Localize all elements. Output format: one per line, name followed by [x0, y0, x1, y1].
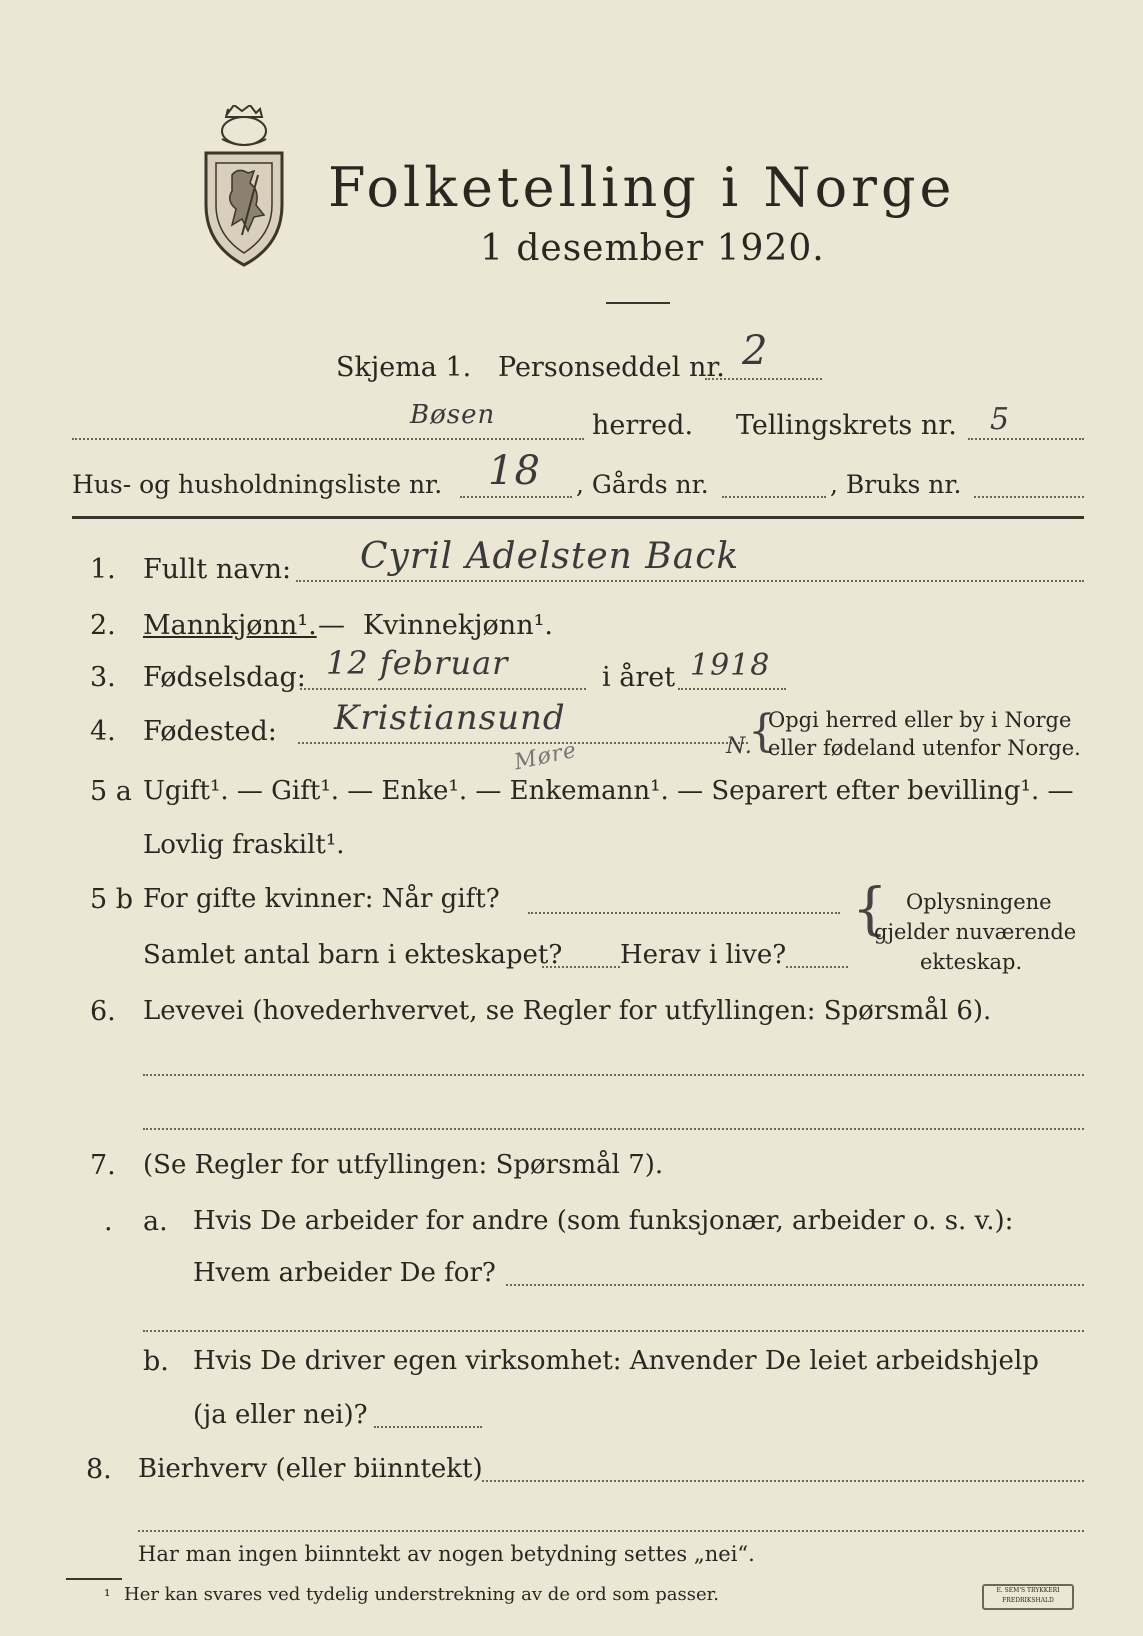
q7-number: 7.: [90, 1150, 116, 1181]
q8-field[interactable]: [482, 1480, 1084, 1482]
q7b-label: Hvis De driver egen virksomhet: Anvender De leiet arbeidshjelp: [193, 1346, 1039, 1376]
q6-label: Levevei (hovederhvervet, se Regler for utfyllingen: Spørsmål 6).: [143, 996, 992, 1026]
q7b-yesno-label: (ja eller nei)?: [193, 1400, 368, 1430]
q7a-letter: a.: [143, 1206, 168, 1237]
q5b-note-line2: gjelder nuværende: [874, 920, 1077, 944]
footnote-text: Her kan svares ved tydelig understrekning av de ord som passer.: [124, 1584, 719, 1605]
herred-value: Bøsen: [410, 400, 496, 430]
q5b-married-field[interactable]: [528, 912, 840, 914]
q2-female-option[interactable]: Kvinnekjønn¹.: [363, 610, 553, 641]
q8-number: 8.: [86, 1454, 112, 1485]
q5a-options-line2[interactable]: Lovlig fraskilt¹.: [143, 830, 345, 860]
tellingskrets-label: Tellingskrets nr.: [736, 410, 957, 441]
q3-field[interactable]: [300, 688, 586, 690]
q8-note: Har man ingen biinntekt av nogen betydning settes „nei“.: [138, 1542, 755, 1566]
q3-year-value: 1918: [690, 648, 771, 683]
q4-value-extra: Møre: [512, 737, 580, 776]
hus-field[interactable]: [460, 496, 572, 498]
q5a-options[interactable]: Ugift¹. — Gift¹. — Enke¹. — Enkemann¹. — Separert efter bevilling¹. —: [143, 776, 1074, 806]
q5b-alive-field[interactable]: [786, 966, 848, 968]
q5b-children-label: Samlet antal barn i ekteskapet?: [143, 940, 563, 970]
herred-label: herred.: [592, 410, 694, 441]
q5b-alive-label: Herav i live?: [620, 940, 787, 970]
personseddel-value: 2: [742, 328, 769, 374]
gards-field[interactable]: [722, 496, 826, 498]
header-rule: [72, 516, 1084, 519]
q5b-label: For gifte kvinner: Når gift?: [143, 884, 500, 914]
tellingskrets-value: 5: [990, 402, 1011, 437]
q3-number: 3.: [90, 662, 116, 693]
personseddel-field[interactable]: [705, 378, 822, 380]
q7a-employer-field[interactable]: [506, 1284, 1084, 1286]
hus-label: Hus- og husholdningsliste nr.: [72, 470, 443, 499]
coat-of-arms-icon: [198, 105, 290, 270]
footer-rule: [66, 1578, 122, 1580]
q3-year-label: i året: [602, 662, 676, 693]
q5a-number: 5 a: [90, 776, 132, 807]
q7a-employer-label: Hvem arbeider De for?: [193, 1258, 496, 1288]
q6-field-line1[interactable]: [143, 1074, 1084, 1076]
q7b-yesno-field[interactable]: [374, 1426, 482, 1428]
q4-field[interactable]: [298, 742, 748, 744]
q5b-note-line3: ekteskap.: [920, 950, 1023, 974]
q8-label: Bierhverv (eller biinntekt): [138, 1454, 483, 1484]
q7a-label: Hvis De arbeider for andre (som funksjonær, arbeider o. s. v.):: [193, 1206, 1014, 1236]
q6-number: 6.: [90, 996, 116, 1027]
q7-label: (Se Regler for utfyllingen: Spørsmål 7).: [143, 1150, 664, 1180]
q1-label: Fullt navn:: [143, 554, 292, 585]
q4-number: 4.: [90, 716, 116, 747]
q3-value: 12 februar: [326, 644, 509, 682]
footnote-mark: ¹: [104, 1586, 111, 1605]
q2-male-option[interactable]: Mannkjønn¹.: [143, 610, 317, 641]
q4-brace: {: [748, 706, 776, 757]
form-date: 1 desember 1920.: [480, 228, 825, 269]
q4-label: Fødested:: [143, 716, 277, 747]
skjema-label: Skjema 1.: [336, 352, 472, 383]
form-title: Folketelling i Norge: [328, 156, 956, 219]
q2-number: 2.: [90, 610, 116, 641]
herred-field[interactable]: [72, 438, 584, 440]
q3-label: Fødselsdag:: [143, 662, 306, 693]
q7a-employer-field-line2[interactable]: [143, 1330, 1084, 1332]
personseddel-label: Personseddel nr.: [498, 352, 725, 383]
q4-value-abbr: N.: [726, 734, 753, 759]
bruks-field[interactable]: [974, 496, 1084, 498]
gards-label: , Gårds nr.: [576, 470, 709, 499]
hus-value: 18: [488, 448, 541, 494]
q1-number: 1.: [90, 554, 116, 585]
q4-note-line1: Opgi herred eller by i Norge: [768, 708, 1072, 732]
q5b-brace: {: [852, 877, 888, 942]
printer-stamp: [982, 1584, 1074, 1610]
q8-field-line2[interactable]: [138, 1530, 1084, 1532]
q5b-number: 5 b: [90, 884, 134, 915]
q7a-bullet: .: [104, 1206, 113, 1237]
tellingskrets-field[interactable]: [968, 438, 1084, 440]
printer-stamp-text: E. SEM'S TRYKKERI FREDRIKSHALD: [996, 1587, 1060, 1604]
q1-field[interactable]: [296, 580, 1084, 582]
q5b-note-line1: Oplysningene: [906, 890, 1052, 914]
q7b-letter: b.: [143, 1346, 169, 1377]
q6-field-line2[interactable]: [143, 1128, 1084, 1130]
q3-year-field[interactable]: [678, 688, 786, 690]
bruks-label: , Bruks nr.: [830, 470, 962, 499]
q2-separator: —: [318, 610, 345, 641]
q1-value: Cyril Adelsten Back: [360, 536, 740, 577]
q4-note-line2: eller fødeland utenfor Norge.: [768, 736, 1081, 760]
q5b-children-field[interactable]: [542, 966, 620, 968]
title-divider: [606, 302, 670, 304]
q4-value: Kristiansund: [334, 698, 566, 738]
